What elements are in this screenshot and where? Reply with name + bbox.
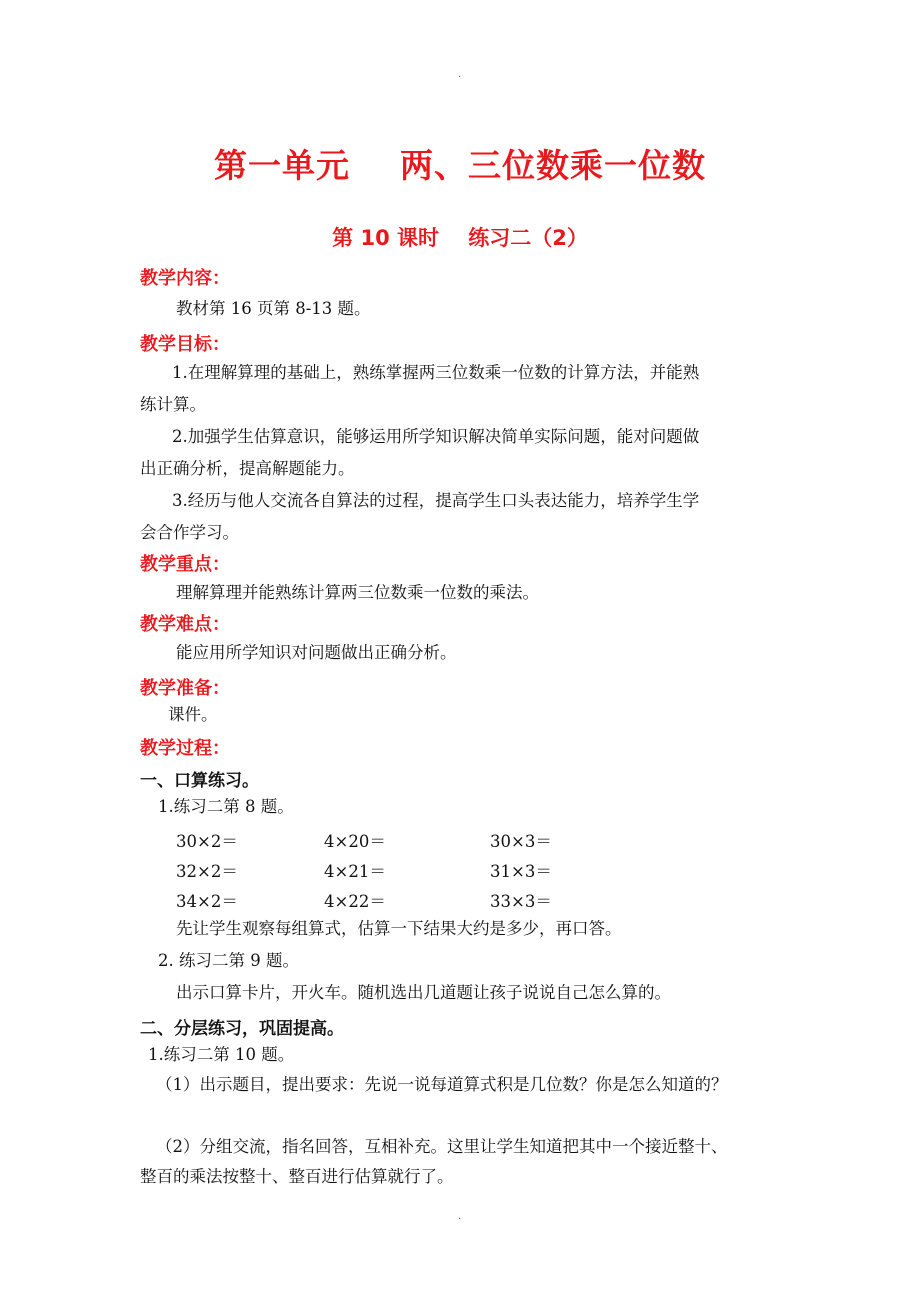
footer-dot: . [458, 1211, 462, 1222]
expression: 30×2＝ [176, 832, 238, 851]
part2-step2-line2: 整百的乘法按整十、整百进行估算就行了。 [140, 1167, 454, 1186]
goal-3-line-1: 3.经历与他人交流各自算法的过程，提高学生口头表达能力，培养学生学 [172, 491, 700, 510]
expression: 33×3＝ [490, 892, 552, 911]
expression: 34×2＝ [176, 892, 238, 911]
unit-title: 第一单元 两、三位数乘一位数 [214, 146, 706, 185]
key-points-heading: 教学重点： [140, 554, 230, 575]
header-dot: . [458, 69, 462, 80]
part2-step1: （1）出示题目，提出要求：先说一说每道算式积是几位数？你是怎么知道的？ [156, 1075, 728, 1094]
goal-3-line-2: 会合作学习。 [140, 523, 239, 542]
teaching-content-heading: 教学内容： [140, 268, 230, 289]
expression: 32×2＝ [176, 862, 238, 881]
key-points-text: 理解算理并能熟练计算两三位数乘一位数的乘法。 [176, 583, 539, 602]
lesson-title: 第 10 课时 练习二（2） [332, 226, 588, 250]
process-heading: 教学过程： [140, 738, 230, 759]
part1-item2: 2. 练习二第 9 题。 [158, 951, 299, 970]
part1-title: 一、口算练习。 [140, 771, 259, 791]
expression: 30×3＝ [490, 832, 552, 851]
teaching-content-text: 教材第 16 页第 8-13 题。 [176, 299, 371, 318]
expression: 4×21＝ [324, 862, 386, 881]
goal-2-line-1: 2.加强学生估算意识，能够运用所学知识解决简单实际问题，能对问题做 [172, 427, 700, 446]
goal-1-line-1: 1.在理解算理的基础上，熟练掌握两三位数乘一位数的计算方法，并能熟 [172, 363, 700, 382]
goal-1-line-2: 练计算。 [140, 395, 206, 414]
difficulties-text: 能应用所学知识对问题做出正确分析。 [176, 643, 457, 662]
teaching-goals-heading: 教学目标： [140, 334, 230, 355]
part1-item1: 1.练习二第 8 题。 [158, 797, 294, 816]
part1-note2: 出示口算卡片，开火车。随机选出几道题让孩子说说自己怎么算的。 [176, 983, 671, 1002]
preparation-heading: 教学准备： [140, 678, 230, 699]
goal-2-line-2: 出正确分析，提高解题能力。 [140, 459, 355, 478]
part2-item1: 1.练习二第 10 题。 [148, 1045, 295, 1064]
part1-note1: 先让学生观察每组算式，估算一下结果大约是多少，再口答。 [176, 919, 622, 938]
part2-step2-line1: （2）分组交流，指名回答，互相补充。这里让学生知道把其中一个接近整十、 [156, 1137, 728, 1156]
expression: 4×20＝ [324, 832, 386, 851]
preparation-text: 课件。 [168, 705, 218, 724]
part2-title: 二、分层练习，巩固提高。 [140, 1019, 344, 1039]
difficulties-heading: 教学难点： [140, 614, 230, 635]
expression: 31×3＝ [490, 862, 552, 881]
expression: 4×22＝ [324, 892, 386, 911]
